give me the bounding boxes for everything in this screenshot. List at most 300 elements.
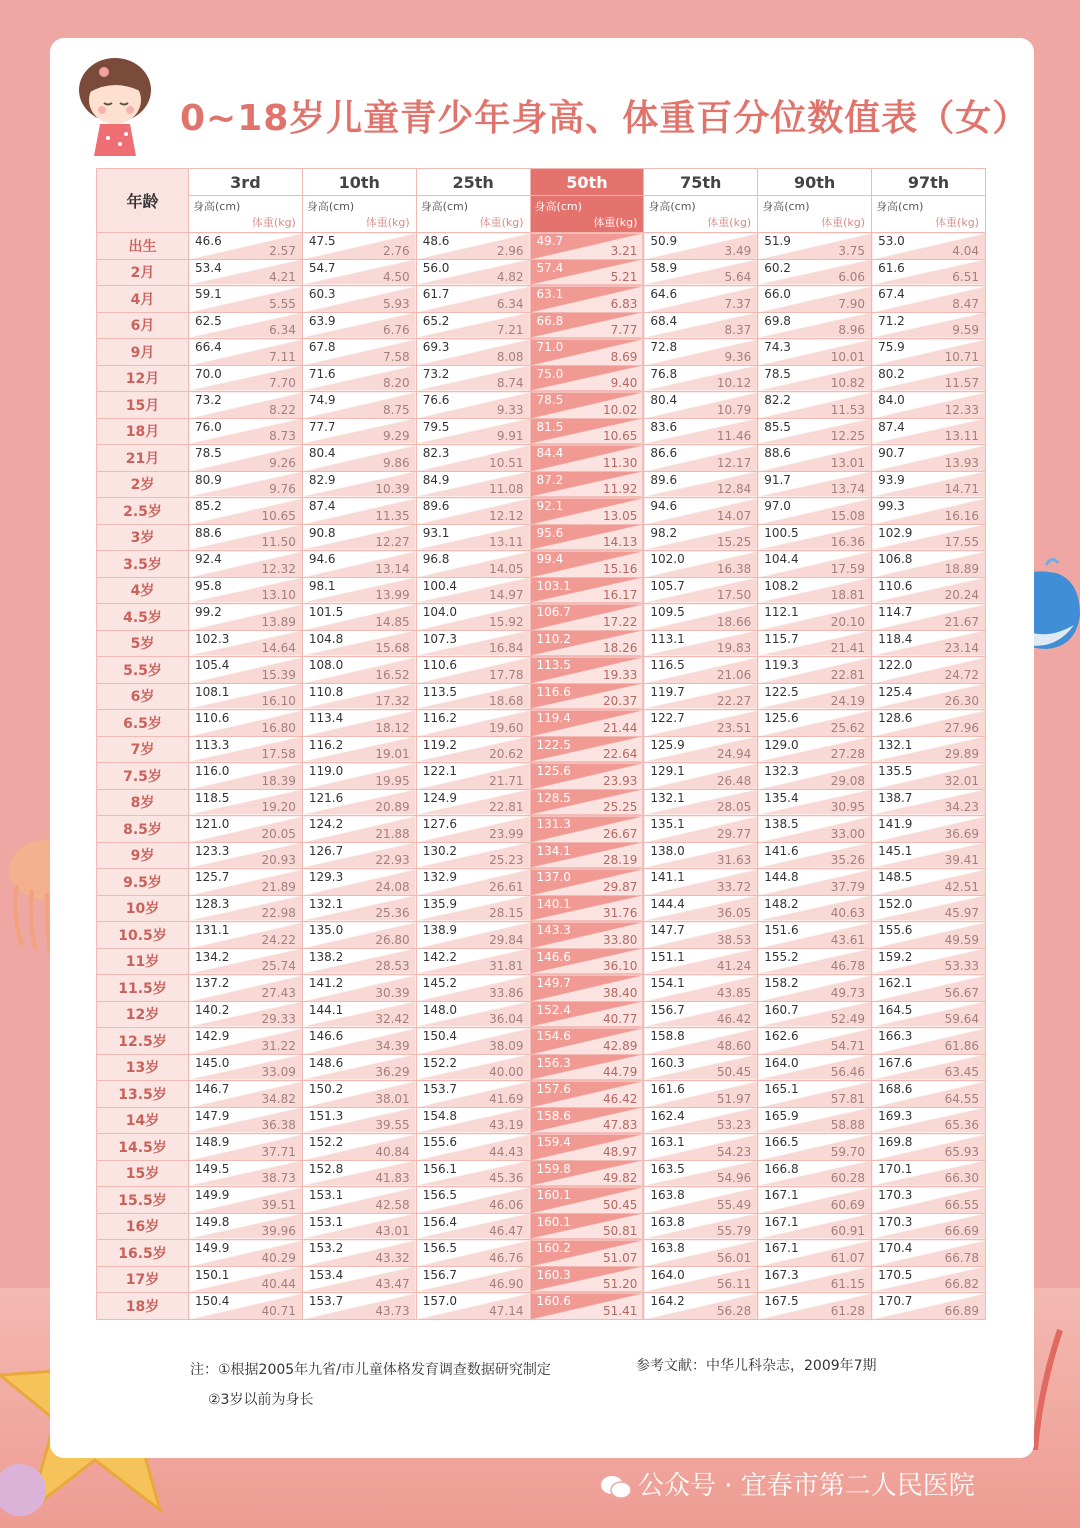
weight-value: 66.82 (944, 1277, 979, 1291)
height-value: 170.4 (878, 1241, 913, 1255)
table-row (97, 763, 986, 790)
height-value: 154.6 (536, 1029, 571, 1043)
age-cell: 14岁 (97, 1107, 189, 1134)
value-cell (872, 922, 986, 949)
value-cell (530, 498, 644, 525)
height-value: 85.2 (195, 499, 222, 513)
weight-value: 49.73 (830, 985, 866, 1000)
height-value: 132.9 (422, 870, 458, 884)
age-cell: 16.5岁 (97, 1240, 189, 1267)
height-value: 93.9 (878, 472, 905, 487)
value-cell (302, 1134, 416, 1161)
height-value: 95.8 (195, 578, 222, 593)
value-cell (302, 1293, 416, 1320)
weight-value: 25.25 (603, 800, 638, 814)
height-value: 85.5 (764, 419, 791, 434)
value-cell (644, 524, 758, 551)
age-cell: 6岁 (97, 683, 189, 710)
value-cell (189, 524, 303, 551)
value-cell (302, 1213, 416, 1240)
table-row (97, 842, 986, 869)
value-cell (758, 869, 872, 896)
weight-value: 6.34 (496, 296, 524, 311)
weight-value: 61.07 (830, 1250, 866, 1265)
value-cell (644, 471, 758, 498)
height-value: 84.4 (536, 446, 564, 460)
value-cell (644, 1213, 758, 1240)
weight-value: 12.84 (716, 482, 752, 496)
value-cell (530, 1054, 644, 1081)
height-value: 104.8 (308, 631, 344, 646)
value-cell (530, 948, 644, 975)
height-value: 87.2 (536, 472, 564, 487)
growth-percentile-table (96, 168, 986, 1320)
height-value: 87.4 (878, 419, 905, 434)
value-cell (644, 286, 758, 313)
weight-value: 7.21 (496, 323, 524, 337)
height-value: 151.1 (650, 949, 685, 964)
value-cell (189, 286, 303, 313)
value-cell (644, 392, 758, 419)
height-value: 163.8 (650, 1188, 685, 1202)
height-value: 144.4 (650, 896, 685, 911)
table-row (97, 498, 986, 525)
weight-value: 15.08 (830, 508, 866, 523)
height-value: 71.0 (536, 340, 564, 354)
weight-value: 7.37 (724, 296, 752, 311)
table-row (97, 736, 986, 763)
weight-value: 42.58 (375, 1197, 410, 1212)
weight-value: 8.20 (382, 376, 410, 390)
height-value: 108.1 (195, 684, 230, 699)
height-value: 92.1 (536, 499, 564, 513)
value-cell (758, 551, 872, 578)
height-value: 149.7 (536, 976, 571, 990)
height-value: 163.1 (650, 1135, 685, 1149)
weight-value: 45.36 (489, 1171, 524, 1185)
weight-value: 39.41 (944, 853, 979, 867)
height-value: 75.9 (878, 340, 905, 354)
weight-value: 39.55 (375, 1118, 410, 1132)
weight-value: 4.50 (382, 270, 410, 284)
value-cell (189, 895, 303, 922)
unit-header (758, 196, 872, 233)
weight-value: 44.43 (489, 1144, 524, 1159)
weight-value: 11.30 (603, 455, 638, 470)
age-cell: 15岁 (97, 1160, 189, 1187)
height-value: 69.8 (764, 313, 791, 328)
height-value: 127.6 (422, 817, 458, 831)
weight-value: 61.28 (830, 1303, 866, 1318)
weight-value: 53.33 (944, 959, 979, 973)
height-value: 99.4 (536, 552, 564, 566)
weight-value: 20.93 (261, 853, 296, 867)
weight-value: 20.89 (375, 800, 410, 814)
height-value: 135.4 (764, 790, 799, 805)
height-value: 119.0 (308, 764, 344, 778)
height-value: 108.0 (308, 658, 344, 672)
value-cell (189, 233, 303, 260)
value-cell (530, 1266, 644, 1293)
height-value: 152.0 (878, 896, 913, 911)
value-cell (189, 1107, 303, 1134)
age-cell: 3岁 (97, 524, 189, 551)
height-value: 78.5 (764, 366, 791, 381)
height-value: 155.6 (878, 923, 913, 937)
value-cell (758, 630, 872, 657)
table-row (97, 710, 986, 737)
height-value: 88.6 (195, 525, 222, 540)
value-cell (758, 1187, 872, 1214)
weight-value: 55.79 (716, 1224, 752, 1238)
value-cell (872, 683, 986, 710)
age-column-header: 年龄 (97, 169, 189, 233)
height-value: 149.5 (195, 1161, 230, 1176)
height-value: 166.5 (764, 1135, 799, 1149)
weight-value: 14.97 (489, 588, 524, 602)
weight-value: 4.82 (496, 270, 524, 284)
value-cell (416, 498, 530, 525)
value-cell (189, 1213, 303, 1240)
weight-value: 10.65 (603, 429, 638, 443)
weight-value: 42.51 (944, 879, 979, 894)
weight-value: 11.50 (261, 535, 296, 549)
height-value: 94.6 (650, 499, 678, 513)
value-cell (302, 922, 416, 949)
weight-value: 17.55 (944, 535, 979, 549)
value-cell (530, 710, 644, 737)
weight-value: 4.04 (952, 243, 979, 258)
value-cell (758, 1107, 872, 1134)
table-row (97, 551, 986, 578)
height-value: 100.5 (764, 525, 799, 540)
value-cell (758, 736, 872, 763)
weight-value: 41.69 (489, 1091, 524, 1106)
value-cell (416, 524, 530, 551)
value-cell (416, 604, 530, 631)
value-cell (644, 365, 758, 392)
height-unit-label: 身高(cm) (762, 200, 810, 213)
height-value: 59.1 (195, 287, 222, 301)
height-value: 138.5 (764, 817, 799, 831)
weight-value: 36.04 (489, 1012, 524, 1026)
value-cell (530, 577, 644, 604)
weight-value: 12.32 (261, 561, 296, 576)
value-cell (302, 1028, 416, 1055)
height-value: 160.1 (536, 1188, 571, 1202)
value-cell (416, 1054, 530, 1081)
value-cell (189, 551, 303, 578)
value-cell (530, 233, 644, 260)
weight-value: 9.29 (382, 429, 410, 443)
value-cell (302, 789, 416, 816)
value-cell (872, 392, 986, 419)
weight-value: 18.68 (489, 694, 524, 708)
height-value: 89.6 (650, 472, 678, 487)
value-cell (758, 1028, 872, 1055)
age-cell: 9.5岁 (97, 869, 189, 896)
weight-value: 21.44 (603, 720, 638, 735)
weight-value: 11.57 (944, 376, 979, 390)
height-value: 160.1 (536, 1214, 571, 1229)
age-cell: 4.5岁 (97, 604, 189, 631)
weight-value: 5.64 (724, 270, 752, 284)
weight-value: 38.01 (375, 1091, 410, 1106)
weight-value: 7.90 (838, 296, 866, 311)
value-cell (872, 1001, 986, 1028)
weight-value: 56.46 (830, 1065, 866, 1079)
value-cell (189, 1054, 303, 1081)
weight-value: 39.96 (261, 1224, 296, 1238)
value-cell (644, 604, 758, 631)
height-value: 159.8 (536, 1161, 571, 1176)
age-cell: 4月 (97, 286, 189, 313)
weight-value: 57.81 (830, 1091, 866, 1106)
height-value: 158.2 (764, 976, 799, 990)
height-value: 49.7 (536, 234, 564, 248)
weight-value: 59.64 (944, 1012, 979, 1026)
height-value: 162.4 (650, 1108, 685, 1123)
value-cell (644, 259, 758, 286)
weight-value: 5.21 (610, 270, 638, 284)
height-value: 63.1 (536, 287, 564, 301)
height-value: 76.6 (422, 393, 450, 407)
height-value: 141.9 (878, 817, 913, 831)
height-value: 71.6 (308, 366, 336, 381)
value-cell (644, 233, 758, 260)
value-cell (644, 339, 758, 366)
value-cell (644, 498, 758, 525)
weight-value: 50.81 (603, 1224, 638, 1238)
weight-value: 61.86 (944, 1038, 979, 1053)
table-row (97, 1081, 986, 1108)
value-cell (189, 1266, 303, 1293)
value-cell (644, 1001, 758, 1028)
weight-unit-label: 体重(kg) (479, 216, 524, 229)
weight-value: 56.67 (944, 985, 979, 1000)
weight-value: 17.22 (603, 614, 638, 629)
height-value: 54.7 (308, 260, 336, 275)
weight-value: 22.81 (489, 800, 524, 814)
value-cell (644, 1081, 758, 1108)
value-cell (644, 577, 758, 604)
height-value: 163.8 (650, 1241, 685, 1255)
weight-value: 2.57 (269, 243, 296, 258)
value-cell (189, 1134, 303, 1161)
weight-value: 43.01 (375, 1224, 410, 1238)
height-value: 150.1 (195, 1267, 230, 1282)
height-value: 159.4 (536, 1135, 571, 1149)
weight-value: 31.76 (603, 906, 638, 920)
value-cell (189, 471, 303, 498)
weight-value: 29.33 (261, 1012, 296, 1026)
height-value: 80.4 (650, 393, 678, 407)
value-cell (189, 1001, 303, 1028)
value-cell (872, 418, 986, 445)
table-body (97, 233, 986, 1320)
weight-value: 26.80 (375, 932, 410, 947)
table-row (97, 683, 986, 710)
height-value: 149.9 (195, 1241, 230, 1255)
height-value: 164.2 (650, 1294, 685, 1308)
height-value: 125.6 (536, 764, 571, 778)
value-cell (416, 869, 530, 896)
height-value: 105.4 (195, 658, 230, 672)
height-value: 135.0 (308, 923, 344, 937)
weight-value: 19.33 (603, 667, 638, 682)
weight-value: 30.39 (375, 985, 410, 1000)
table-row (97, 1266, 986, 1293)
weight-value: 25.23 (489, 853, 524, 867)
weight-value: 22.98 (261, 906, 296, 920)
age-cell: 15月 (97, 392, 189, 419)
height-value: 119.2 (422, 737, 458, 752)
value-cell (189, 445, 303, 472)
weight-value: 28.05 (716, 800, 752, 814)
value-cell (872, 365, 986, 392)
value-cell (530, 736, 644, 763)
value-cell (189, 498, 303, 525)
height-value: 170.3 (878, 1188, 913, 1202)
height-value: 116.2 (422, 711, 458, 725)
value-cell (758, 922, 872, 949)
value-cell (758, 657, 872, 684)
value-cell (872, 498, 986, 525)
height-value: 60.2 (764, 260, 791, 275)
weight-value: 23.51 (716, 720, 752, 735)
height-value: 121.6 (308, 790, 344, 805)
height-value: 60.3 (308, 287, 336, 301)
table-row (97, 657, 986, 684)
value-cell (872, 286, 986, 313)
value-cell (758, 498, 872, 525)
height-value: 102.9 (878, 525, 913, 540)
height-value: 165.9 (764, 1108, 799, 1123)
value-cell (416, 948, 530, 975)
value-cell (872, 657, 986, 684)
weight-value: 40.63 (830, 906, 866, 920)
table-row (97, 286, 986, 313)
height-value: 47.5 (308, 234, 336, 248)
weight-value: 9.26 (269, 455, 296, 470)
weight-value: 55.49 (716, 1197, 752, 1212)
weight-value: 24.19 (830, 694, 866, 708)
value-cell (189, 418, 303, 445)
height-value: 152.2 (422, 1055, 458, 1070)
age-cell: 2月 (97, 259, 189, 286)
value-cell (644, 1266, 758, 1293)
height-value: 158.6 (536, 1108, 571, 1123)
value-cell (530, 471, 644, 498)
value-cell (302, 816, 416, 843)
height-value: 53.0 (878, 234, 905, 248)
weight-value: 18.89 (944, 561, 979, 576)
weight-value: 10.12 (716, 376, 752, 390)
value-cell (644, 895, 758, 922)
value-cell (416, 736, 530, 763)
value-cell (189, 365, 303, 392)
value-cell (189, 816, 303, 843)
weight-value: 9.40 (610, 376, 638, 390)
value-cell (872, 339, 986, 366)
weight-value: 50.45 (716, 1065, 752, 1079)
weight-value: 56.11 (716, 1277, 752, 1291)
height-value: 170.5 (878, 1267, 913, 1282)
weight-value: 43.47 (375, 1277, 410, 1291)
weight-value: 38.73 (261, 1171, 296, 1185)
weight-value: 18.39 (261, 773, 296, 788)
value-cell (189, 842, 303, 869)
height-value: 104.0 (422, 605, 458, 619)
weight-value: 20.37 (603, 694, 638, 708)
value-cell (416, 312, 530, 339)
weight-value: 41.24 (716, 959, 752, 973)
weight-value: 13.93 (944, 455, 979, 470)
value-cell (758, 1213, 872, 1240)
value-cell (872, 233, 986, 260)
weight-value: 33.72 (716, 879, 752, 894)
weight-value: 32.42 (375, 1012, 410, 1026)
value-cell (189, 789, 303, 816)
height-value: 153.7 (308, 1294, 344, 1308)
height-value: 66.0 (764, 287, 791, 301)
height-value: 88.6 (764, 446, 791, 460)
value-cell (872, 789, 986, 816)
weight-value: 8.47 (952, 296, 979, 311)
unit-header (302, 196, 416, 233)
height-value: 164.0 (650, 1267, 685, 1282)
height-value: 145.0 (195, 1055, 230, 1070)
height-value: 113.5 (536, 658, 571, 672)
height-value: 165.1 (764, 1082, 799, 1096)
table-row (97, 1107, 986, 1134)
height-value: 150.2 (308, 1082, 344, 1096)
age-cell: 12.5岁 (97, 1028, 189, 1055)
value-cell (416, 286, 530, 313)
height-value: 153.2 (308, 1241, 344, 1255)
height-value: 135.9 (422, 896, 458, 911)
age-cell: 2岁 (97, 471, 189, 498)
value-cell (416, 1107, 530, 1134)
weight-value: 66.78 (944, 1250, 979, 1265)
weight-value: 38.53 (716, 932, 752, 947)
value-cell (872, 869, 986, 896)
weight-value: 40.71 (261, 1303, 296, 1318)
height-value: 166.3 (878, 1029, 913, 1043)
height-value: 105.7 (650, 578, 685, 593)
age-cell: 11.5岁 (97, 975, 189, 1002)
table-row (97, 604, 986, 631)
height-value: 94.6 (308, 552, 336, 566)
unit-header (189, 196, 303, 233)
table-row (97, 1187, 986, 1214)
height-value: 67.8 (308, 340, 336, 354)
weight-value: 16.10 (261, 694, 296, 708)
value-cell (416, 842, 530, 869)
value-cell (416, 710, 530, 737)
table-row (97, 445, 986, 472)
value-cell (416, 1081, 530, 1108)
height-value: 140.2 (195, 1002, 230, 1017)
weight-value: 59.70 (830, 1144, 866, 1159)
weight-value: 33.80 (603, 932, 638, 947)
weight-value: 43.19 (489, 1118, 524, 1132)
table-row (97, 789, 986, 816)
value-cell (758, 816, 872, 843)
percentile-header-row (97, 169, 986, 196)
age-cell: 5.5岁 (97, 657, 189, 684)
weight-value: 26.67 (603, 826, 638, 841)
